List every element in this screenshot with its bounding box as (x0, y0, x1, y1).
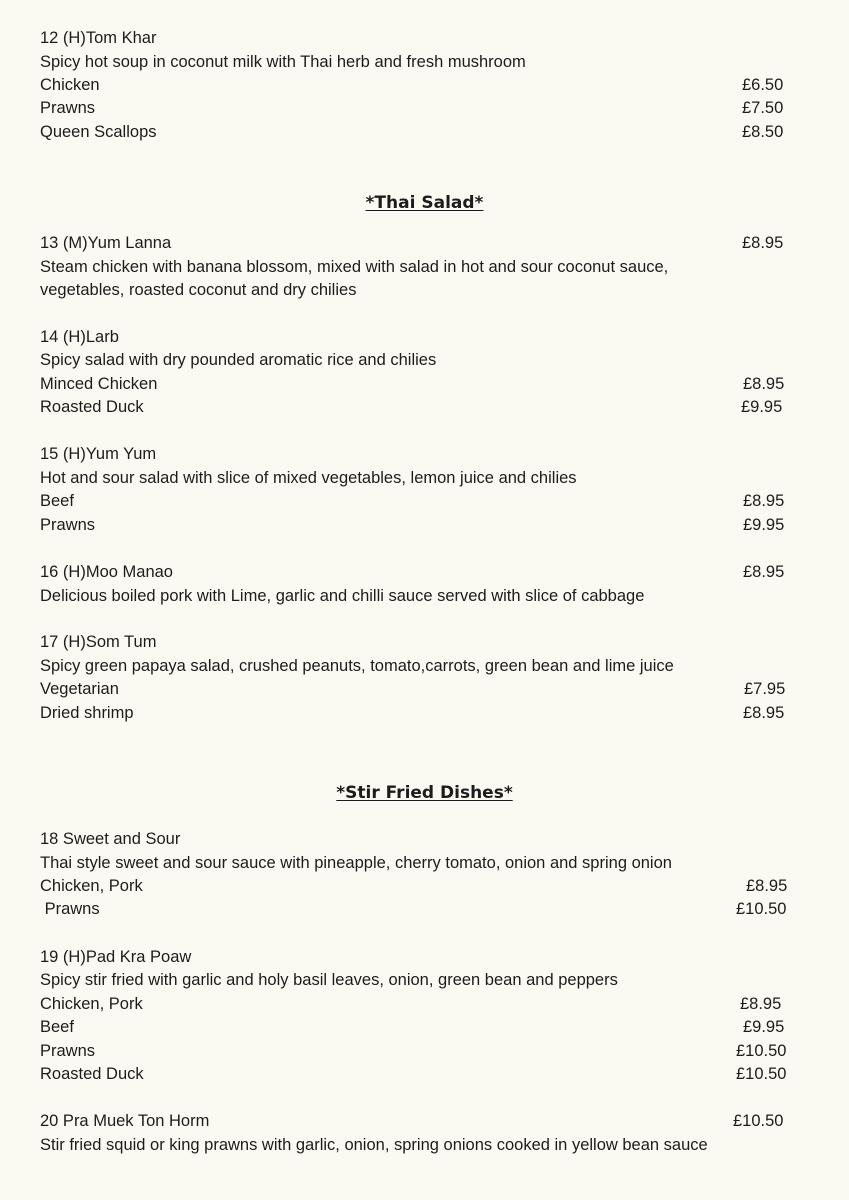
option-price: £8.95 (743, 492, 785, 510)
section-heading-thai-salad (0, 192, 849, 214)
option-price: £7.95 (744, 680, 786, 698)
section-heading-text: *Stir Fried Dishes* (336, 783, 513, 803)
option-price: £10.50 (736, 1065, 787, 1083)
option-label: Prawns (40, 99, 96, 117)
item-title: 15 (H)Yum Yum (40, 445, 157, 463)
option-label: Minced Chicken (40, 375, 158, 393)
option-label: Chicken, Pork (40, 995, 143, 1013)
option-label: Chicken, Pork (40, 877, 143, 895)
item-description: Steam chicken with banana blossom, mixed with salad in hot and sour coconut sauce, (40, 258, 669, 276)
option-label: Roasted Duck (40, 398, 144, 416)
option-price: £9.95 (743, 1018, 785, 1036)
section-heading-stir-fried (0, 782, 849, 804)
item-title: 13 (M)Yum Lanna (40, 234, 172, 252)
option-price: £8.95 (743, 375, 785, 393)
item-price: £8.95 (743, 563, 785, 581)
option-price: £8.50 (742, 123, 784, 141)
section-heading-text: *Thai Salad* (365, 193, 484, 213)
item-price: £8.95 (742, 234, 784, 252)
item-title: 19 (H)Pad Kra Poaw (40, 948, 192, 966)
option-price: £9.95 (741, 398, 783, 416)
option-price: £8.95 (743, 704, 785, 722)
option-label: Beef (40, 492, 74, 510)
option-label: Roasted Duck (40, 1065, 144, 1083)
item-description: Thai style sweet and sour sauce with pineapple, cherry tomato, onion and spring onion (40, 854, 672, 872)
item-description: Spicy green papaya salad, crushed peanuts, tomato,carrots, green bean and lime juice (40, 657, 674, 675)
item-description: Spicy salad with dry pounded aromatic rice and chilies (40, 351, 437, 369)
option-label: Prawns (40, 1042, 96, 1060)
option-label: Prawns (40, 900, 100, 918)
option-price: £10.50 (736, 1042, 787, 1060)
option-label: Dried shrimp (40, 704, 134, 722)
item-description: Delicious boiled pork with Lime, garlic and chilli sauce served with slice of cabbage (40, 587, 645, 605)
item-title: 14 (H)Larb (40, 328, 119, 346)
option-price: £9.95 (743, 516, 785, 534)
item-price: £10.50 (733, 1112, 784, 1130)
option-price: £6.50 (742, 76, 784, 94)
item-description: Stir fried squid or king prawns with garlic, onion, spring onions cooked in yellow bean sauce (40, 1136, 708, 1154)
option-price: £10.50 (736, 900, 787, 918)
item-title: 16 (H)Moo Manao (40, 563, 173, 581)
item-title: 18 Sweet and Sour (40, 830, 181, 848)
option-price: £8.95 (746, 877, 788, 895)
item-description: Spicy stir fried with garlic and holy basil leaves, onion, green bean and peppers (40, 971, 618, 989)
item-description: Hot and sour salad with slice of mixed vegetables, lemon juice and chilies (40, 469, 577, 487)
option-label: Beef (40, 1018, 74, 1036)
option-label: Chicken (40, 76, 100, 94)
item-description: vegetables, roasted coconut and dry chilies (40, 281, 357, 299)
option-label: Queen Scallops (40, 123, 157, 141)
item-title: 12 (H)Tom Khar (40, 29, 157, 47)
option-label: Vegetarian (40, 680, 119, 698)
option-price: £8.95 (740, 995, 782, 1013)
item-description: Spicy hot soup in coconut milk with Thai herb and fresh mushroom (40, 53, 526, 71)
item-title: 20 Pra Muek Ton Horm (40, 1112, 210, 1130)
item-title: 17 (H)Som Tum (40, 633, 157, 651)
option-label: Prawns (40, 516, 96, 534)
option-price: £7.50 (742, 99, 784, 117)
